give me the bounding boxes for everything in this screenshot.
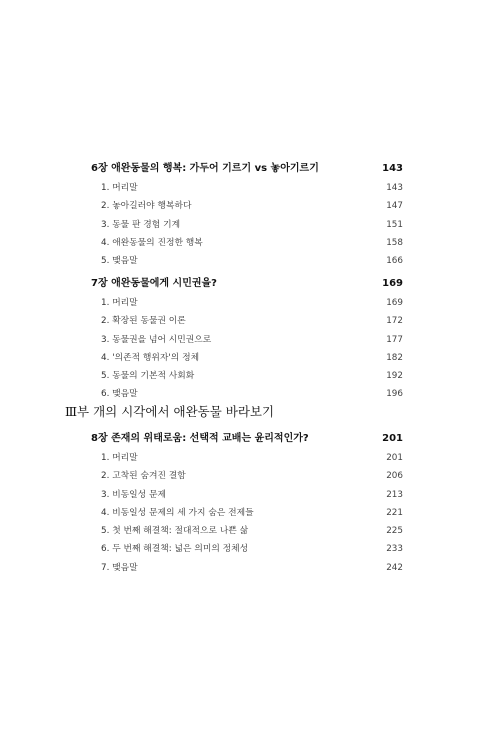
entry-page-number: 196 [386,389,403,400]
entry-label: 3. 동물 판 경험 기계 [101,219,181,230]
entry-label: 7. 맺음말 [101,562,138,573]
entry-label: 3. 동물권을 넘어 시민권으로 [101,334,212,345]
entry-page-number: 151 [386,219,403,230]
entry-label: 5. 맺음말 [101,256,138,267]
entry-page-number: 225 [386,526,403,537]
chapter-title: 6장 애완동물의 행복: 가두어 기르기 vs 놓아기르기 [91,163,319,174]
toc-entry[interactable] [91,467,403,485]
entry-label: 2. 놓아길러야 행복하다 [101,201,192,212]
entry-label: 1. 머리말 [101,298,138,308]
toc-entry[interactable] [91,216,403,234]
toc-entry[interactable] [91,349,403,367]
entry-label: 2. 확장된 동물권 이론 [101,316,186,327]
entry-page-number: 158 [386,237,403,248]
chapter-7-heading[interactable] [91,273,403,294]
entry-page-number: 201 [386,453,403,463]
entry-label: 5. 첫 번째 해결책: 절대적으로 나쁜 삶 [101,526,249,537]
chapter-6-section [91,158,403,270]
entry-page-number: 143 [386,183,403,193]
toc-entry[interactable] [91,449,403,467]
entry-label: 4. 비동일성 문제의 세 가지 숨은 전제들 [101,507,254,518]
entry-label: 4. '의존적 행위자'의 정체 [101,352,200,363]
chapter-7-section [91,273,403,404]
entry-label: 6. 맺음말 [101,389,138,400]
entry-page-number: 221 [386,507,403,518]
entry-label: 4. 애완동물의 진정한 행복 [101,237,203,248]
entry-page-number: 233 [386,544,403,555]
entry-label: 1. 머리말 [101,453,138,463]
entry-page-number: 177 [386,334,403,345]
entry-page-number: 182 [386,352,403,363]
entry-label: 6. 두 번째 해결책: 넓은 의미의 정체성 [101,544,249,555]
toc-entry[interactable] [91,367,403,385]
chapter-8-section [91,428,403,577]
part-3-title[interactable]: Ⅲ부 개의 시각에서 애완동물 바라보기 [65,404,275,419]
toc-entry[interactable] [91,312,403,330]
toc-entry[interactable] [91,540,403,558]
chapter-title: 7장 애완동물에게 시민권을? [91,278,217,289]
toc-entry[interactable] [91,252,403,270]
entry-label: 2. 고착된 숨겨진 결함 [101,471,186,482]
toc-entry[interactable] [91,294,403,312]
entry-label: 3. 비동일성 문제 [101,489,166,500]
entry-page-number: 147 [386,201,403,212]
toc-entry[interactable] [91,179,403,197]
entry-page-number: 166 [386,256,403,267]
entry-label: 1. 머리말 [101,183,138,193]
toc-entry[interactable] [91,486,403,504]
chapter-page-number: 143 [382,163,403,174]
chapter-title: 8장 존재의 위태로움: 선택적 교배는 윤리적인가? [91,433,309,444]
toc-entry[interactable] [91,559,403,577]
chapter-page-number: 169 [382,278,403,289]
toc-entry[interactable] [91,197,403,215]
toc-entry[interactable] [91,234,403,252]
entry-label: 5. 동물의 기본적 사회화 [101,371,195,382]
entry-page-number: 172 [386,316,403,327]
toc-entry[interactable] [91,331,403,349]
entry-page-number: 206 [386,471,403,482]
entry-page-number: 192 [386,371,403,382]
entry-page-number: 213 [386,489,403,500]
chapter-8-heading[interactable] [91,428,403,449]
entry-page-number: 242 [386,562,403,573]
entry-page-number: 169 [386,298,403,308]
chapter-page-number: 201 [382,433,403,444]
toc-entry[interactable] [91,504,403,522]
chapter-6-heading[interactable] [91,158,403,179]
toc-entry[interactable] [91,522,403,540]
